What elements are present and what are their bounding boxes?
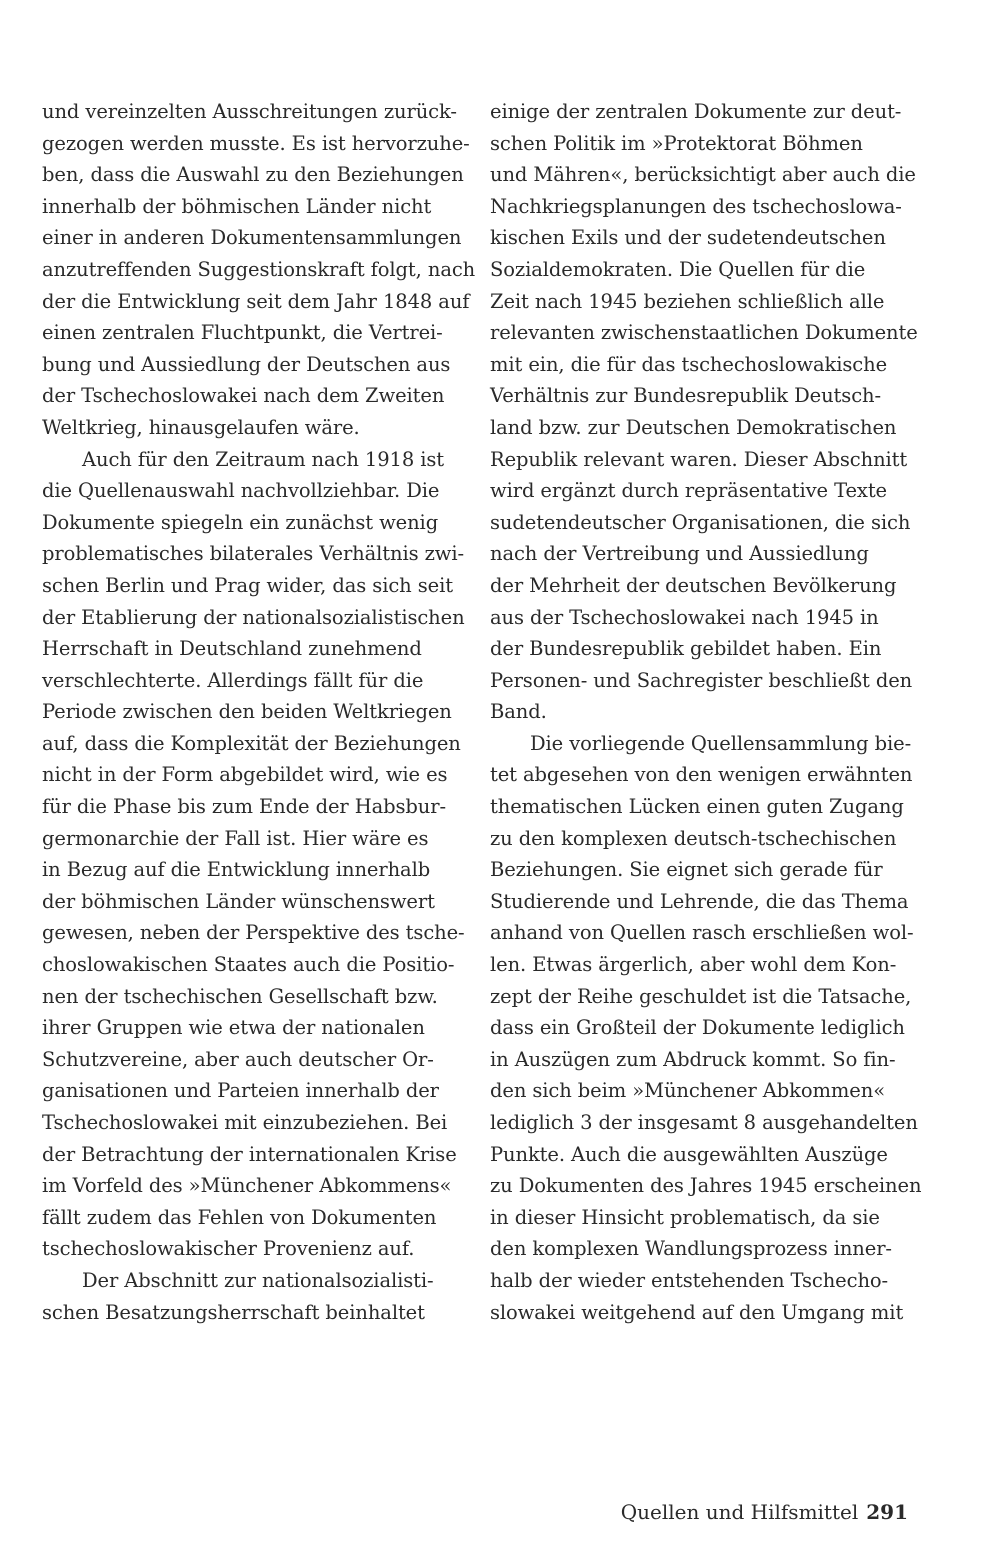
text-line: lediglich 3 der insgesamt 8 ausgehandelten xyxy=(490,1111,918,1134)
text-line: der Betrachtung der internationalen Krise xyxy=(42,1142,457,1166)
text-line: Weltkrieg, hinausgelaufen wäre. xyxy=(42,415,360,439)
text-line: einen zentralen Fluchtpunkt, die Vertrei- xyxy=(42,321,443,345)
text-line: Republik relevant waren. Dieser Abschnitt xyxy=(490,447,908,471)
text-line: Nachkriegsplanungen des tschechoslowa- xyxy=(490,194,902,218)
text-line: anhand von Quellen rasch erschließen wol- xyxy=(490,921,914,945)
text-line: der Bundesrepublik gebildet haben. Ein xyxy=(490,637,882,661)
text-line: halb der wieder entstehenden Tschecho- xyxy=(490,1268,889,1292)
text-line: den komplexen Wandlungsprozess inner- xyxy=(490,1237,892,1261)
text-line: schen Politik im »Protektorat Böhmen xyxy=(490,131,863,155)
text-line: der Tschechoslowakei nach dem Zweiten xyxy=(42,384,445,408)
text-line: problematisches bilaterales Verhältnis zwi- xyxy=(42,542,465,566)
text-line: im Vorfeld des »Münchener Abkommens« xyxy=(42,1174,452,1198)
text-line: der die Entwicklung seit dem Jahr 1848 auf xyxy=(42,289,470,313)
text-line: nicht in der Form abgebildet wird, wie es xyxy=(42,763,448,787)
text-line: zept der Reihe geschuldet ist die Tatsache, xyxy=(490,984,912,1008)
text-line: Studierende und Lehrende, die das Thema xyxy=(490,889,909,913)
right-column xyxy=(490,96,922,1328)
text-line: Tschechoslowakei mit einzubeziehen. Bei xyxy=(42,1111,448,1134)
paragraph-start-line: Auch für den Zeitraum nach 1918 ist xyxy=(82,447,445,471)
paragraph-start-line: Der Abschnitt zur nationalsozialisti- xyxy=(82,1268,434,1292)
text-line: die Quellenauswahl nachvollziehbar. Die xyxy=(42,479,440,503)
text-line: und Mähren«, berücksichtigt aber auch die xyxy=(490,163,916,187)
text-line: len. Etwas ärgerlich, aber wohl dem Kon- xyxy=(490,953,897,977)
text-line: den sich beim »Münchener Abkommen« xyxy=(490,1079,886,1103)
text-line: nen der tschechischen Gesellschaft bzw. xyxy=(42,984,438,1008)
text-line: sudetendeutscher Organisationen, die sich xyxy=(490,510,911,534)
text-line: Dokumente spiegeln ein zunächst wenig xyxy=(42,510,439,534)
text-line: land bzw. zur Deutschen Demokratischen xyxy=(490,415,897,439)
text-line: in dieser Hinsicht problematisch, da sie xyxy=(490,1205,880,1229)
text-line: einige der zentralen Dokumente zur deut- xyxy=(490,100,902,123)
text-line: Band. xyxy=(490,700,547,724)
text-line: gewesen, neben der Perspektive des tsche- xyxy=(42,921,465,945)
text-line: wird ergänzt durch repräsentative Texte xyxy=(490,479,888,503)
text-line: innerhalb der böhmischen Länder nicht xyxy=(42,194,432,218)
text-line: der böhmischen Länder wünschenswert xyxy=(42,889,435,913)
text-line: nach der Vertreibung und Aussiedlung xyxy=(490,542,869,566)
text-line: Personen- und Sachregister beschließt den xyxy=(490,668,913,692)
text-line: für die Phase bis zum Ende der Habsbur- xyxy=(42,795,446,819)
text-line: ihrer Gruppen wie etwa der nationalen xyxy=(42,1016,425,1040)
text-line: und vereinzelten Ausschreitungen zurück- xyxy=(42,100,457,123)
text-line: in Bezug auf die Entwicklung innerhalb xyxy=(42,858,431,882)
text-line: mit ein, die für das tschechoslowakische xyxy=(490,352,888,376)
text-line: schen Berlin und Prag wider, das sich seit xyxy=(42,573,453,597)
text-line: ben, dass die Auswahl zu den Beziehungen xyxy=(42,163,464,187)
text-line: tschechoslowakischer Provenienz auf. xyxy=(42,1237,415,1261)
text-line: kischen Exils und der sudetendeutschen xyxy=(490,226,886,250)
page-number: 291 xyxy=(866,1500,908,1524)
paragraph-start-line: Die vorliegende Quellensammlung bie- xyxy=(530,731,912,755)
text-line: slowakei weitgehend auf den Umgang mit xyxy=(490,1300,904,1324)
text-line: choslowakischen Staates auch die Positio- xyxy=(42,953,455,977)
text-line: gezogen werden musste. Es ist hervorzuhe- xyxy=(42,131,470,155)
text-line: ganisationen und Parteien innerhalb der xyxy=(42,1079,439,1103)
text-line: germonarchie der Fall ist. Hier wäre es xyxy=(42,826,429,850)
text-line: der Etablierung der nationalsozialistischen xyxy=(42,605,465,629)
text-line: Schutzvereine, aber auch deutscher Or- xyxy=(42,1047,434,1071)
text-line: fällt zudem das Fehlen von Dokumenten xyxy=(42,1205,437,1229)
text-line: Beziehungen. Sie eignet sich gerade für xyxy=(490,858,883,882)
running-footer xyxy=(621,1498,908,1526)
text-line: zu Dokumenten des Jahres 1945 erscheinen xyxy=(490,1174,922,1198)
text-line: tet abgesehen von den wenigen erwähnten xyxy=(490,763,913,787)
left-column xyxy=(42,96,476,1328)
text-line: Periode zwischen den beiden Weltkriegen xyxy=(42,700,452,724)
text-line: thematischen Lücken einen guten Zugang xyxy=(490,795,904,819)
text-line: einer in anderen Dokumentensammlungen xyxy=(42,226,462,250)
text-line: dass ein Großteil der Dokumente lediglich xyxy=(490,1016,905,1040)
text-line: in Auszügen zum Abdruck kommt. So fin- xyxy=(490,1047,896,1071)
text-line: Sozialdemokraten. Die Quellen für die xyxy=(490,257,866,281)
text-line: anzutreffenden Suggestionskraft folgt, nach xyxy=(42,257,476,281)
text-line: Verhältnis zur Bundesrepublik Deutsch- xyxy=(490,384,881,408)
text-line: verschlechterte. Allerdings fällt für die xyxy=(42,668,424,692)
text-line: Punkte. Auch die ausgewählten Auszüge xyxy=(490,1142,888,1166)
text-line: zu den komplexen deutsch-tschechischen xyxy=(490,826,897,850)
footer-section-title: Quellen und Hilfsmittel xyxy=(620,1500,859,1524)
text-line: Herrschaft in Deutschland zunehmend xyxy=(42,637,422,661)
text-line: auf, dass die Komplexität der Beziehungen xyxy=(42,731,461,755)
text-line: relevanten zwischenstaatlichen Dokumente xyxy=(490,321,918,345)
text-line: aus der Tschechoslowakei nach 1945 in xyxy=(490,605,879,629)
text-line: Zeit nach 1945 beziehen schließlich alle xyxy=(490,289,885,313)
text-line: der Mehrheit der deutschen Bevölkerung xyxy=(490,573,897,597)
text-line: schen Besatzungsherrschaft beinhaltet xyxy=(42,1300,425,1324)
text-line: bung und Aussiedlung der Deutschen aus xyxy=(42,352,451,376)
